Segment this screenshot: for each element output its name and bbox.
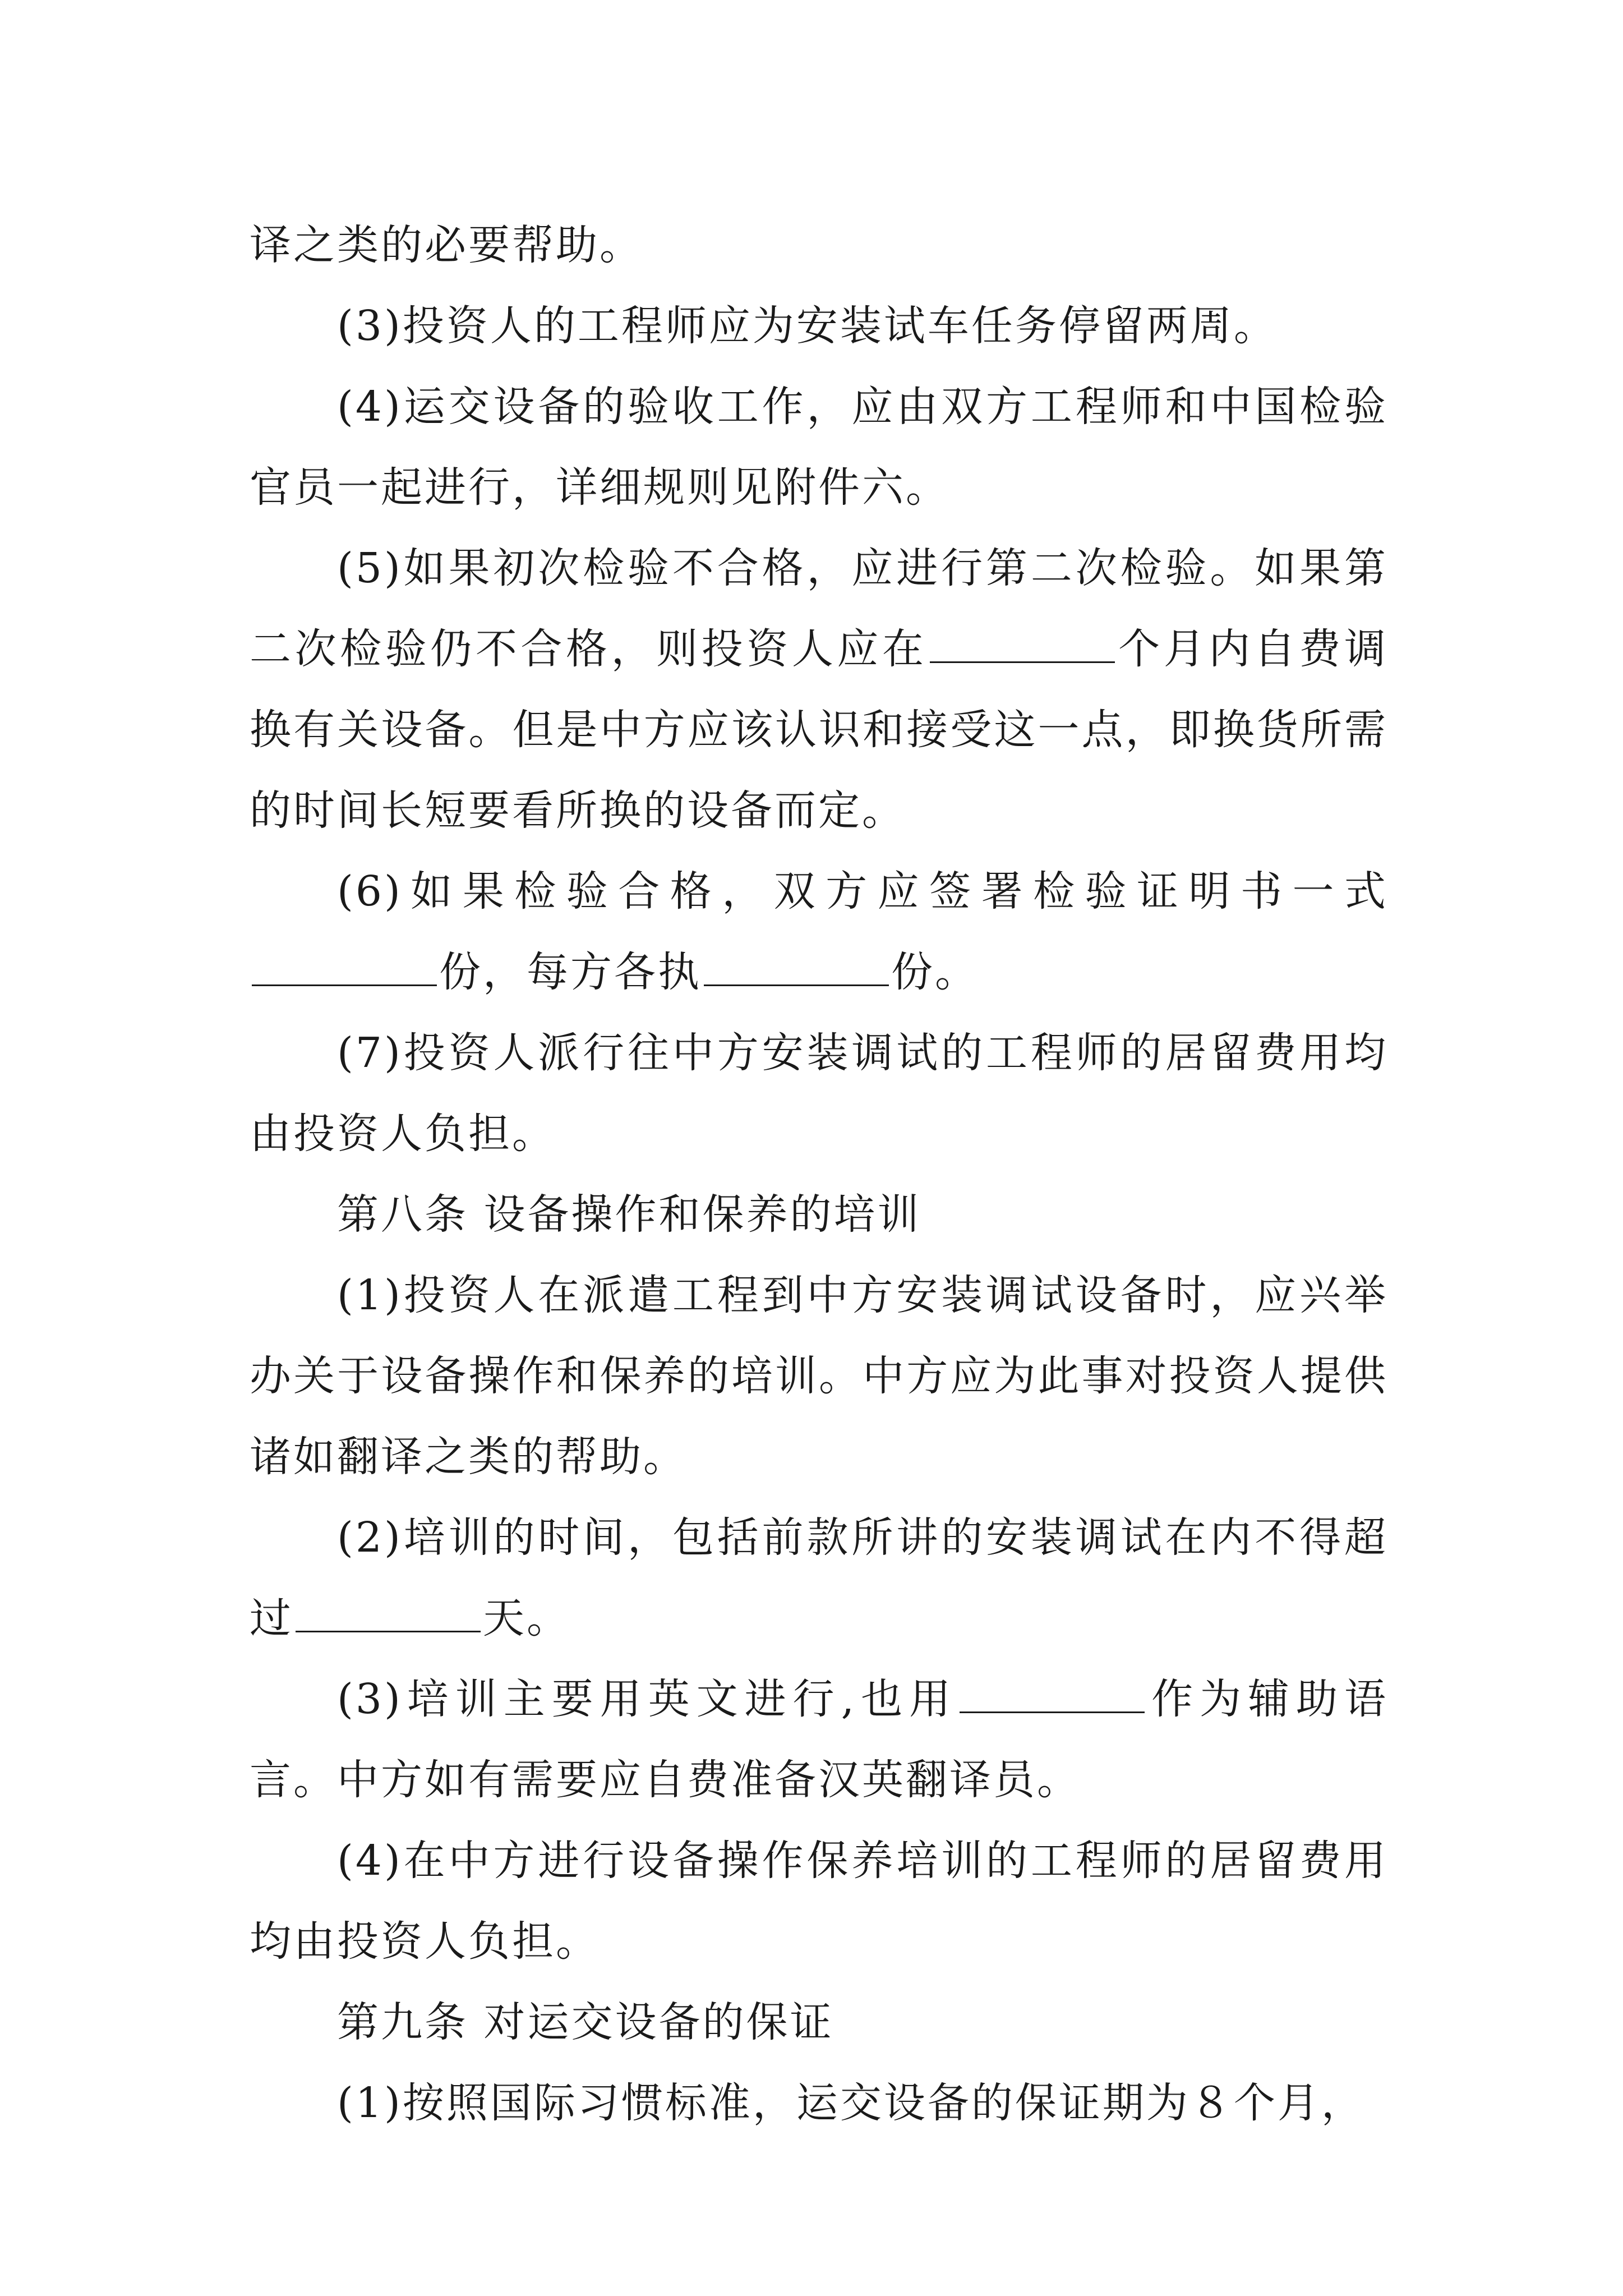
paragraph-text: 作为辅助语言。中方如有需要应自费准备汉英翻译员。 bbox=[250, 1675, 1389, 1804]
article-heading: 第八条 设备操作和保养的培训 bbox=[337, 1190, 921, 1239]
clause-8-2 bbox=[250, 1497, 1388, 1659]
paragraph-text: 份。 bbox=[891, 948, 979, 996]
fill-in-blank[interactable] bbox=[296, 1593, 481, 1632]
article-8-heading bbox=[250, 1174, 1388, 1255]
article-heading: 第九条 对运交设备的保证 bbox=[337, 1998, 834, 2046]
paragraph-text: (4)在中方进行设备操作保养培训的工程师的居留费用均由投资人负担。 bbox=[250, 1837, 1388, 1966]
paragraph-text: (3)培训主要用英文进行,也用 bbox=[337, 1675, 958, 1723]
paragraph-text: (1)按照国际习惯标准，运交设备的保证期为８个月， bbox=[337, 2079, 1365, 2127]
paragraph-text: (4)运交设备的验收工作，应由双方工程师和中国检验官员一起进行，详细规则见附件六。 bbox=[250, 383, 1388, 512]
clause-7-6 bbox=[250, 851, 1388, 1013]
fill-in-blank[interactable] bbox=[960, 1674, 1145, 1713]
document-body bbox=[250, 205, 1388, 2143]
clause-7-3 bbox=[250, 286, 1388, 366]
fill-in-blank[interactable] bbox=[704, 947, 889, 986]
clause-8-4 bbox=[250, 1820, 1388, 1982]
fill-in-blank[interactable] bbox=[252, 947, 437, 986]
paragraph-text: 份，每方各执 bbox=[439, 948, 702, 996]
paragraph-text: (7)投资人派行往中方安装调试的工程师的居留费用均由投资人负担。 bbox=[250, 1029, 1388, 1158]
paragraph-text: (6)如果检验合格，双方应签署检验证明书一式 bbox=[337, 867, 1388, 915]
paragraph-continuation bbox=[250, 205, 1388, 286]
clause-9-1 bbox=[250, 2063, 1388, 2143]
article-9-heading bbox=[250, 1982, 1388, 2063]
clause-7-4 bbox=[250, 366, 1388, 528]
clause-8-3 bbox=[250, 1659, 1388, 1820]
fill-in-blank[interactable] bbox=[930, 624, 1115, 663]
paragraph-text: (1)投资人在派遣工程到中方安装调试设备时，应兴举办关于设备操作和保养的培训。中方应为此事对投资人提供诸如翻译之类的帮助。 bbox=[250, 1271, 1388, 1481]
paragraph-text: (2)培训的时间，包括前款所讲的安装调试在内不得超过 bbox=[250, 1513, 1388, 1642]
paragraph-text: (5)如果初次检验不合格，应进行第二次检验。如果第二次检验仍不合格，则投资人应在 bbox=[250, 544, 1388, 673]
paragraph-text: 天。 bbox=[483, 1594, 570, 1642]
clause-8-1 bbox=[250, 1255, 1388, 1497]
clause-7-5 bbox=[250, 528, 1388, 851]
paragraph-text: (3)投资人的工程师应为安装试车任务停留两周。 bbox=[337, 302, 1278, 350]
paragraph-text: 个月内自费调换有关设备。但是中方应该认识和接受这一点，即换货所需的时间长短要看所换的设备而定。 bbox=[250, 625, 1389, 835]
clause-7-7 bbox=[250, 1013, 1388, 1174]
paragraph-text: 译之类的必要帮助。 bbox=[250, 221, 643, 269]
